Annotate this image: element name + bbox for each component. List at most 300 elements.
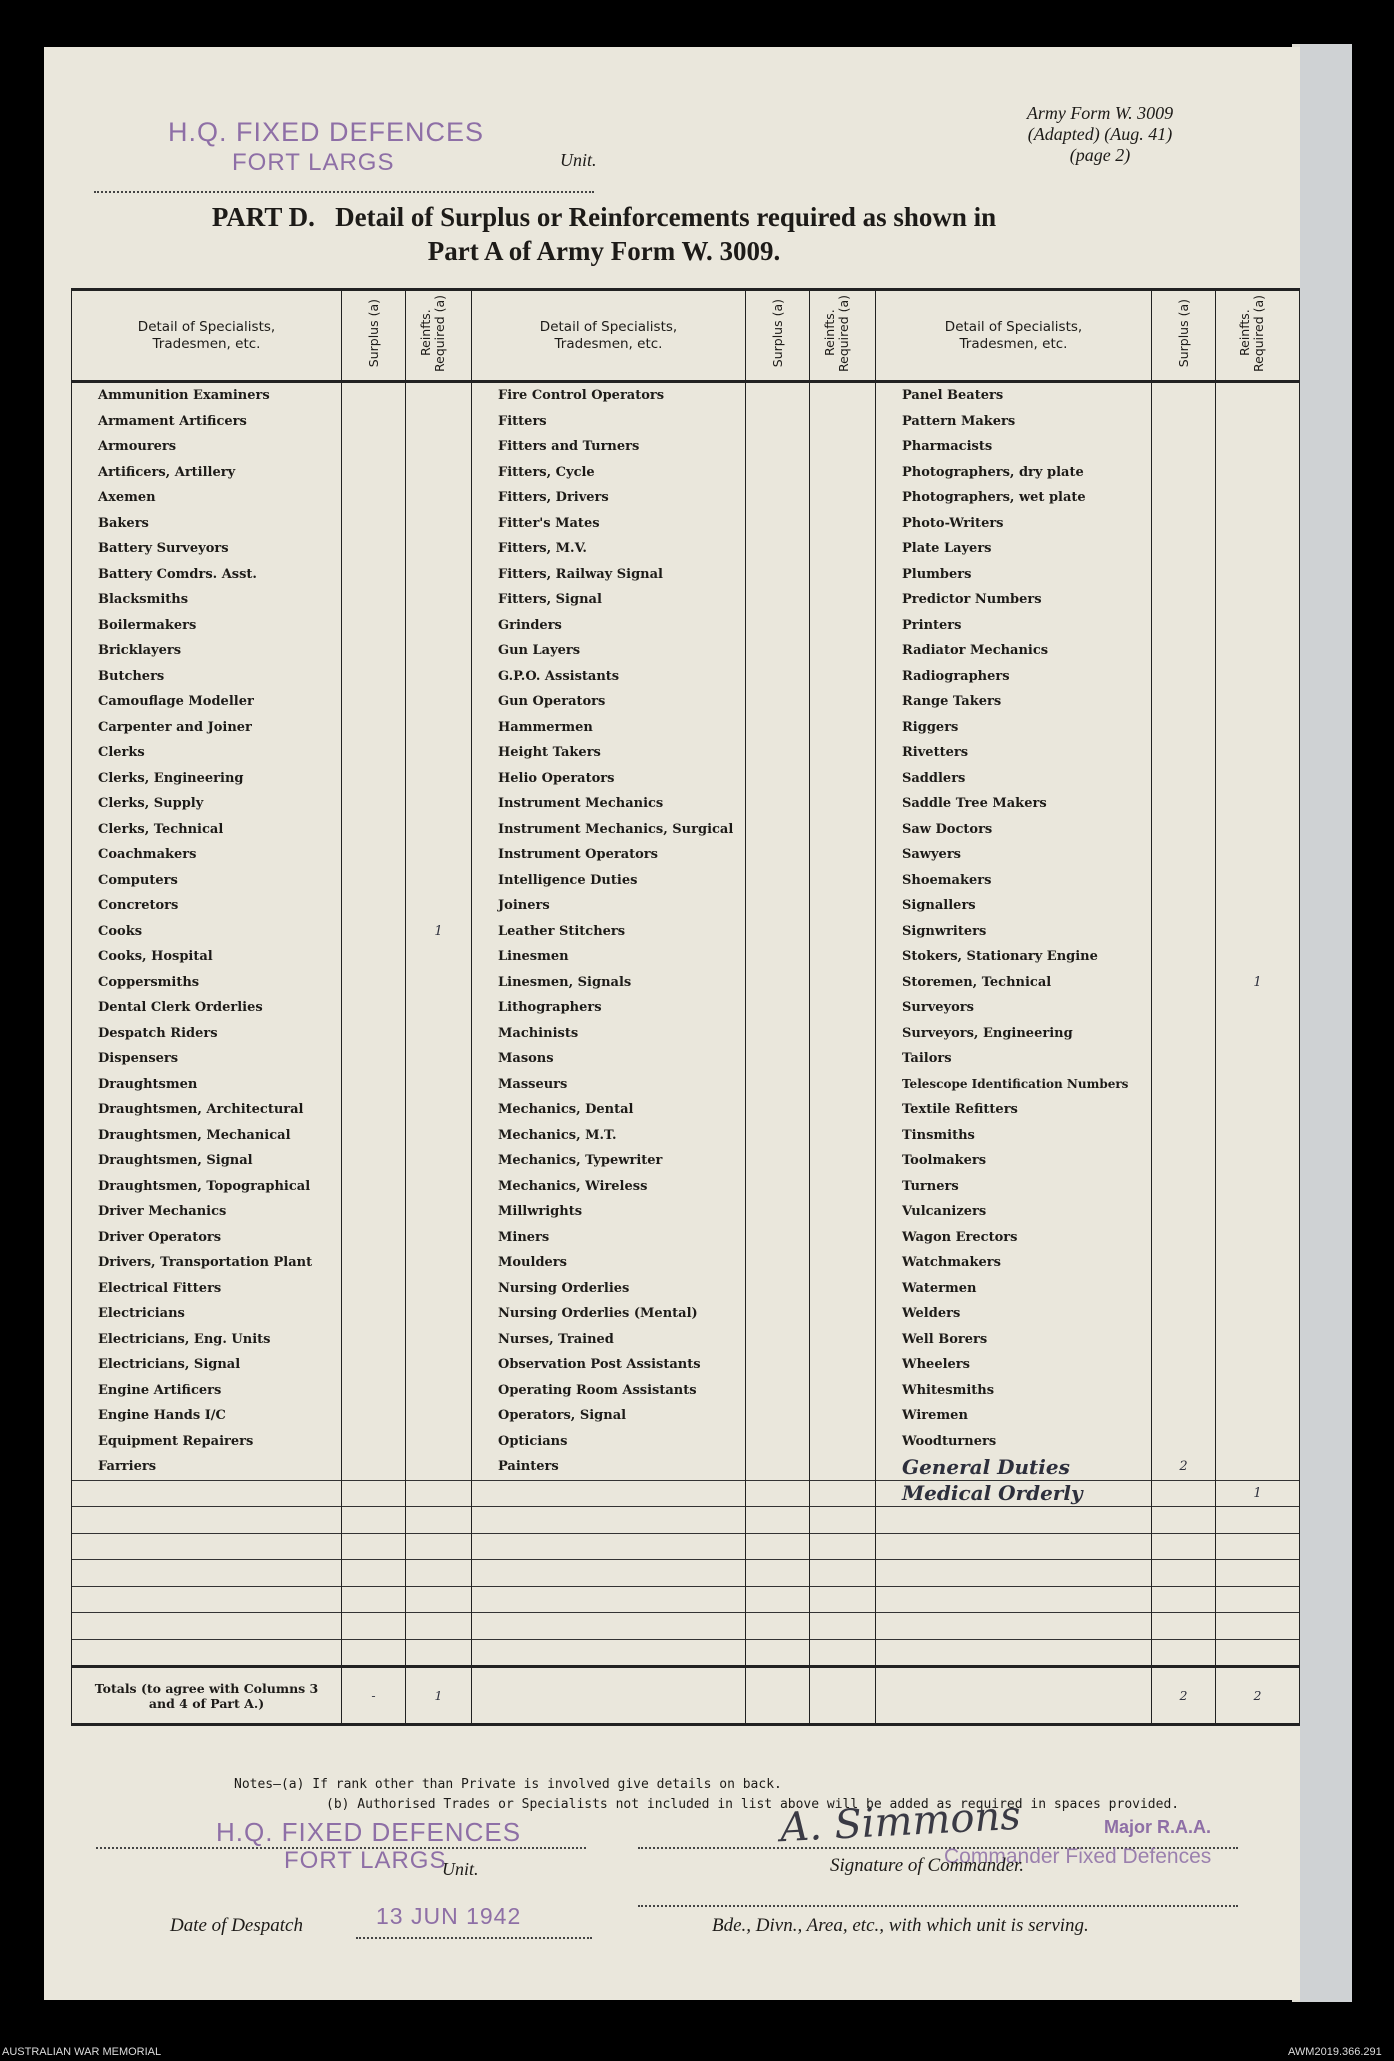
table-row [72,766,1300,792]
trade-cell: Wiremen [876,1403,1152,1429]
reinf-cell [1216,1639,1300,1667]
trade-cell: Computers [72,868,342,894]
trade-cell: Dispensers [72,1046,342,1072]
col-header-reinf-1: Reinfts. Required (a) [406,290,472,382]
table-row [72,868,1300,894]
reinf-cell [406,1174,472,1200]
surplus-cell [746,562,810,588]
surplus-cell [746,1250,810,1276]
trade-cell: Intelligence Duties [472,868,746,894]
trade-cell: Sawyers [876,842,1152,868]
reinf-cell [810,1301,876,1327]
note-a: Notes—(a) If rank other than Private is involved give details on back. [234,1777,782,1792]
surplus-cell [746,511,810,537]
reinf-cell [406,613,472,639]
col-header-detail-1: Detail of Specialists, Tradesmen, etc. [72,290,342,382]
surplus-cell [746,868,810,894]
form-number: Army Form W. 3009 [1026,103,1174,123]
table-row [72,1533,1300,1560]
surplus-cell [342,1046,406,1072]
surplus-cell [746,1586,810,1613]
surplus-cell [342,1454,406,1480]
surplus-cell [342,1533,406,1560]
trade-cell [876,1560,1152,1587]
surplus-cell [746,842,810,868]
trade-cell: Height Takers [472,740,746,766]
surplus-cell [1152,613,1216,639]
reinf-cell [406,1046,472,1072]
reinf-cell [406,1378,472,1404]
table-row [72,434,1300,460]
reinf-cell [810,434,876,460]
trade-cell: Masseurs [472,1072,746,1098]
trade-cell [472,1480,746,1507]
reinf-cell [1216,434,1300,460]
reinf-cell [406,1480,472,1507]
reinf-cell [810,1480,876,1507]
table-row [72,1352,1300,1378]
trade-cell: Machinists [472,1021,746,1047]
trade-cell: Mechanics, Dental [472,1097,746,1123]
reinf-cell [810,613,876,639]
reinf-cell [1216,664,1300,690]
table-row [72,1123,1300,1149]
trade-cell: Carpenter and Joiner [72,715,342,741]
reinf-cell [810,1507,876,1534]
surplus-cell [1152,1507,1216,1534]
trade-cell: Draughtsmen [72,1072,342,1098]
table-row [72,638,1300,664]
table-row [72,995,1300,1021]
trade-cell: Clerks [72,740,342,766]
trade-cell: Saddlers [876,766,1152,792]
surplus-cell [1152,944,1216,970]
reinf-cell [1216,842,1300,868]
trade-cell [472,1639,746,1667]
trade-cell [876,1533,1152,1560]
trade-cell: Welders [876,1301,1152,1327]
totals-row [72,1667,1300,1725]
table-row [72,1046,1300,1072]
trade-cell: Operators, Signal [472,1403,746,1429]
col-header-surplus-2: Surplus (a) [746,290,810,382]
surplus-cell [342,587,406,613]
reinf-cell [1216,536,1300,562]
surplus-cell [342,1174,406,1200]
trade-cell: Lithographers [472,995,746,1021]
trade-cell: Riggers [876,715,1152,741]
date-stamp: 13 JUN 1942 [376,1903,522,1929]
trade-cell: Draughtsmen, Topographical [72,1174,342,1200]
surplus-cell [1152,1097,1216,1123]
reinf-cell [1216,1352,1300,1378]
trade-cell: Bakers [72,511,342,537]
totals-label-cell [472,1667,746,1725]
trade-cell: Boilermakers [72,613,342,639]
reinf-cell [406,715,472,741]
reinf-cell [406,562,472,588]
reinf-cell [810,536,876,562]
reinf-cell [810,919,876,945]
reinf-cell [406,1613,472,1640]
table-row [72,409,1300,435]
reinf-cell [810,664,876,690]
reinf-cell [1216,1097,1300,1123]
reinf-cell [810,1613,876,1640]
table-row [72,817,1300,843]
trade-cell [472,1507,746,1534]
surplus-cell [1152,1301,1216,1327]
trade-cell: Photo-Writers [876,511,1152,537]
trade-cell: Tailors [876,1046,1152,1072]
surplus-cell [746,1301,810,1327]
surplus-cell [342,485,406,511]
reinf-cell [1216,1250,1300,1276]
reinf-cell [406,1021,472,1047]
trade-cell: Photographers, dry plate [876,460,1152,486]
reinf-cell [1216,1403,1300,1429]
note-b: (b) Authorised Trades or Specialists not included in list above will be added as required in spaces provided. [326,1797,1180,1812]
table-row [72,1276,1300,1302]
surplus-cell [746,1429,810,1455]
surplus-cell [746,893,810,919]
trade-cell: Draughtsmen, Mechanical [72,1123,342,1149]
surplus-cell [1152,1123,1216,1149]
reinf-cell [406,485,472,511]
surplus-cell [746,1560,810,1587]
reinf-cell [1216,1021,1300,1047]
reinf-cell [406,1148,472,1174]
reinf-cell [406,970,472,996]
trade-cell: Wagon Erectors [876,1225,1152,1251]
trade-cell: Tinsmiths [876,1123,1152,1149]
surplus-cell [342,970,406,996]
unit-label: Unit. [560,150,597,170]
reinf-cell [1216,817,1300,843]
reinf-cell [1216,587,1300,613]
reinf-cell [810,689,876,715]
totals-surplus-cell: 2 [1152,1667,1216,1725]
surplus-cell [342,689,406,715]
trade-cell: Moulders [472,1250,746,1276]
trade-cell [472,1613,746,1640]
trade-cell: Panel Beaters [876,382,1152,409]
trade-cell: Instrument Operators [472,842,746,868]
reinf-cell [810,1560,876,1587]
surplus-cell [342,1199,406,1225]
surplus-cell [746,715,810,741]
table-row [72,1454,1300,1480]
reinf-cell [406,689,472,715]
surplus-cell [1152,1533,1216,1560]
reinf-cell [810,740,876,766]
reinf-cell [1216,613,1300,639]
trade-cell [472,1560,746,1587]
trade-cell: Miners [472,1225,746,1251]
trade-cell: Cooks [72,919,342,945]
surplus-cell [342,536,406,562]
reinf-cell [810,1378,876,1404]
trade-cell: Saddle Tree Makers [876,791,1152,817]
reinf-cell [1216,791,1300,817]
trade-cell: Signallers [876,893,1152,919]
surplus-cell [746,1174,810,1200]
col-header-surplus-1: Surplus (a) [342,290,406,382]
surplus-cell [1152,1403,1216,1429]
rank-stamp: Major R.A.A. [1104,1817,1212,1837]
surplus-cell [342,893,406,919]
surplus-cell [1152,970,1216,996]
trade-cell: Masons [472,1046,746,1072]
reinf-cell [810,893,876,919]
reinf-cell [406,1429,472,1455]
surplus-cell [342,1123,406,1149]
trade-cell: Operating Room Assistants [472,1378,746,1404]
col-header-surplus-3: Surplus (a) [1152,290,1216,382]
trade-cell: Fitters, Signal [472,587,746,613]
trade-cell: Surveyors, Engineering [876,1021,1152,1047]
trade-cell: Dental Clerk Orderlies [72,995,342,1021]
reinf-cell [810,842,876,868]
surplus-cell [1152,409,1216,435]
trade-cell [72,1480,342,1507]
trade-cell [72,1639,342,1667]
surplus-cell [342,434,406,460]
commander-signature: A. Simmons [778,1792,1022,1852]
trade-cell: Range Takers [876,689,1152,715]
reinf-cell [810,1533,876,1560]
trade-cell [72,1560,342,1587]
surplus-cell [342,944,406,970]
trade-cell: Farriers [72,1454,342,1480]
surplus-cell [746,485,810,511]
surplus-cell [746,409,810,435]
trade-cell: Millwrights [472,1199,746,1225]
col-header-reinf-3: Reinfts. Required (a) [1216,290,1300,382]
reinf-cell [406,1454,472,1480]
surplus-cell [746,587,810,613]
surplus-cell [1152,1072,1216,1098]
trade-cell: Helio Operators [472,766,746,792]
reinf-cell [1216,1378,1300,1404]
trade-cell: Plumbers [876,562,1152,588]
reinf-cell [810,715,876,741]
trade-cell: Mechanics, Typewriter [472,1148,746,1174]
surplus-cell [342,638,406,664]
trade-cell: Radiographers [876,664,1152,690]
trade-cell [876,1613,1152,1640]
surplus-cell [342,664,406,690]
surplus-cell [1152,1429,1216,1455]
totals-reinf-cell: 2 [1216,1667,1300,1725]
surplus-cell [1152,562,1216,588]
reinf-cell [1216,1454,1300,1480]
trade-cell: Draughtsmen, Signal [72,1148,342,1174]
reinf-cell [406,1403,472,1429]
trade-cell [72,1586,342,1613]
surplus-cell [1152,1586,1216,1613]
trade-cell: Woodturners [876,1429,1152,1455]
trade-cell: Vulcanizers [876,1199,1152,1225]
reinf-cell [1216,1072,1300,1098]
trade-cell: General Duties [876,1454,1152,1480]
surplus-cell [342,1613,406,1640]
surplus-cell [342,562,406,588]
trade-cell: Gun Layers [472,638,746,664]
trades-table [71,288,1300,1726]
reinf-cell [1216,460,1300,486]
surplus-cell [1152,893,1216,919]
surplus-cell [1152,715,1216,741]
reinf-cell [406,1352,472,1378]
table-row [72,1327,1300,1353]
trade-cell: Fitters, M.V. [472,536,746,562]
surplus-cell [746,460,810,486]
reinf-cell [810,460,876,486]
reinf-cell [406,1276,472,1302]
table-row [72,382,1300,409]
reinf-cell [406,1533,472,1560]
surplus-cell [342,1429,406,1455]
surplus-cell [746,1199,810,1225]
reinf-cell [810,382,876,409]
trade-cell: Pattern Makers [876,409,1152,435]
surplus-cell [1152,766,1216,792]
surplus-cell [746,791,810,817]
surplus-cell [1152,511,1216,537]
table-row [72,511,1300,537]
reinf-cell [810,511,876,537]
trade-cell: Bricklayers [72,638,342,664]
reinf-cell [810,1352,876,1378]
totals-label-cell: Totals (to agree with Columns 3 and 4 of Part A.) [72,1667,342,1725]
trade-cell: Driver Mechanics [72,1199,342,1225]
table-row [72,1225,1300,1251]
trade-cell: Draughtsmen, Architectural [72,1097,342,1123]
surplus-cell [342,382,406,409]
table-row [72,1021,1300,1047]
surplus-cell [746,1097,810,1123]
reinf-cell [406,1327,472,1353]
trade-cell: Rivetters [876,740,1152,766]
trade-cell: Butchers [72,664,342,690]
trade-cell: Well Borers [876,1327,1152,1353]
reinf-cell [406,791,472,817]
trade-cell: Storemen, Technical [876,970,1152,996]
surplus-cell [746,689,810,715]
table-row [72,1613,1300,1640]
surplus-cell [746,613,810,639]
surplus-cell [746,382,810,409]
reinf-cell [406,664,472,690]
trade-cell [876,1586,1152,1613]
reinf-cell [1216,893,1300,919]
reinf-cell [406,1507,472,1534]
trade-cell: Cooks, Hospital [72,944,342,970]
reinf-cell [810,1639,876,1667]
surplus-cell [746,1507,810,1534]
reinf-cell [1216,715,1300,741]
reinf-cell [1216,944,1300,970]
reinf-cell [406,587,472,613]
surplus-cell [342,715,406,741]
trade-cell: Shoemakers [876,868,1152,894]
trade-cell [72,1533,342,1560]
trade-cell: Nurses, Trained [472,1327,746,1353]
surplus-cell [1152,842,1216,868]
table-row [72,842,1300,868]
trade-cell: Electricians [72,1301,342,1327]
reinf-cell [1216,1174,1300,1200]
surplus-cell [342,1378,406,1404]
trade-cell: Stokers, Stationary Engine [876,944,1152,970]
surplus-cell [342,1148,406,1174]
table-row [72,1072,1300,1098]
title-line2: Part A of Army Form W. 3009. [427,236,781,266]
surplus-cell [1152,1174,1216,1200]
table-row [72,587,1300,613]
surplus-cell [1152,460,1216,486]
trade-cell: Watermen [876,1276,1152,1302]
reinf-cell [810,944,876,970]
table-body [72,382,1300,1725]
surplus-cell [342,1480,406,1507]
trade-cell: Axemen [72,485,342,511]
table-row [72,944,1300,970]
surplus-cell [342,1327,406,1353]
reinf-cell [810,766,876,792]
surplus-cell [746,1403,810,1429]
surplus-cell [342,740,406,766]
surplus-cell [746,766,810,792]
trade-cell: Grinders [472,613,746,639]
surplus-cell [746,919,810,945]
surplus-cell [746,1225,810,1251]
form-page: (page 2) [1069,145,1131,165]
form-reference [980,103,1220,166]
trade-cell: Signwriters [876,919,1152,945]
table-row [72,1250,1300,1276]
surplus-cell [1152,791,1216,817]
trade-cell: Electricians, Eng. Units [72,1327,342,1353]
surplus-cell [746,1123,810,1149]
reinf-cell [1216,638,1300,664]
margin-credit-left: AUSTRALIAN WAR MEMORIAL [2,2046,162,2058]
surplus-cell [342,1097,406,1123]
reinf-cell [406,995,472,1021]
reinf-cell [406,638,472,664]
surplus-cell [1152,919,1216,945]
surplus-cell [1152,1639,1216,1667]
trade-cell: Linesmen [472,944,746,970]
reinf-cell [810,1454,876,1480]
surplus-cell [1152,689,1216,715]
reinf-cell [406,944,472,970]
reinf-cell [810,1148,876,1174]
trade-cell: Fitters, Drivers [472,485,746,511]
formation-label: Bde., Divn., Area, etc., with which unit is serving. [712,1915,1089,1936]
surplus-cell [342,1072,406,1098]
trade-cell: Telescope Identification Numbers [876,1072,1152,1098]
surplus-cell [342,1586,406,1613]
reinf-cell [406,740,472,766]
surplus-cell [746,1046,810,1072]
reinf-cell [1216,1046,1300,1072]
surplus-cell [746,740,810,766]
trade-cell: Joiners [472,893,746,919]
surplus-cell [1152,382,1216,409]
totals-reinf-cell: 1 [406,1667,472,1725]
